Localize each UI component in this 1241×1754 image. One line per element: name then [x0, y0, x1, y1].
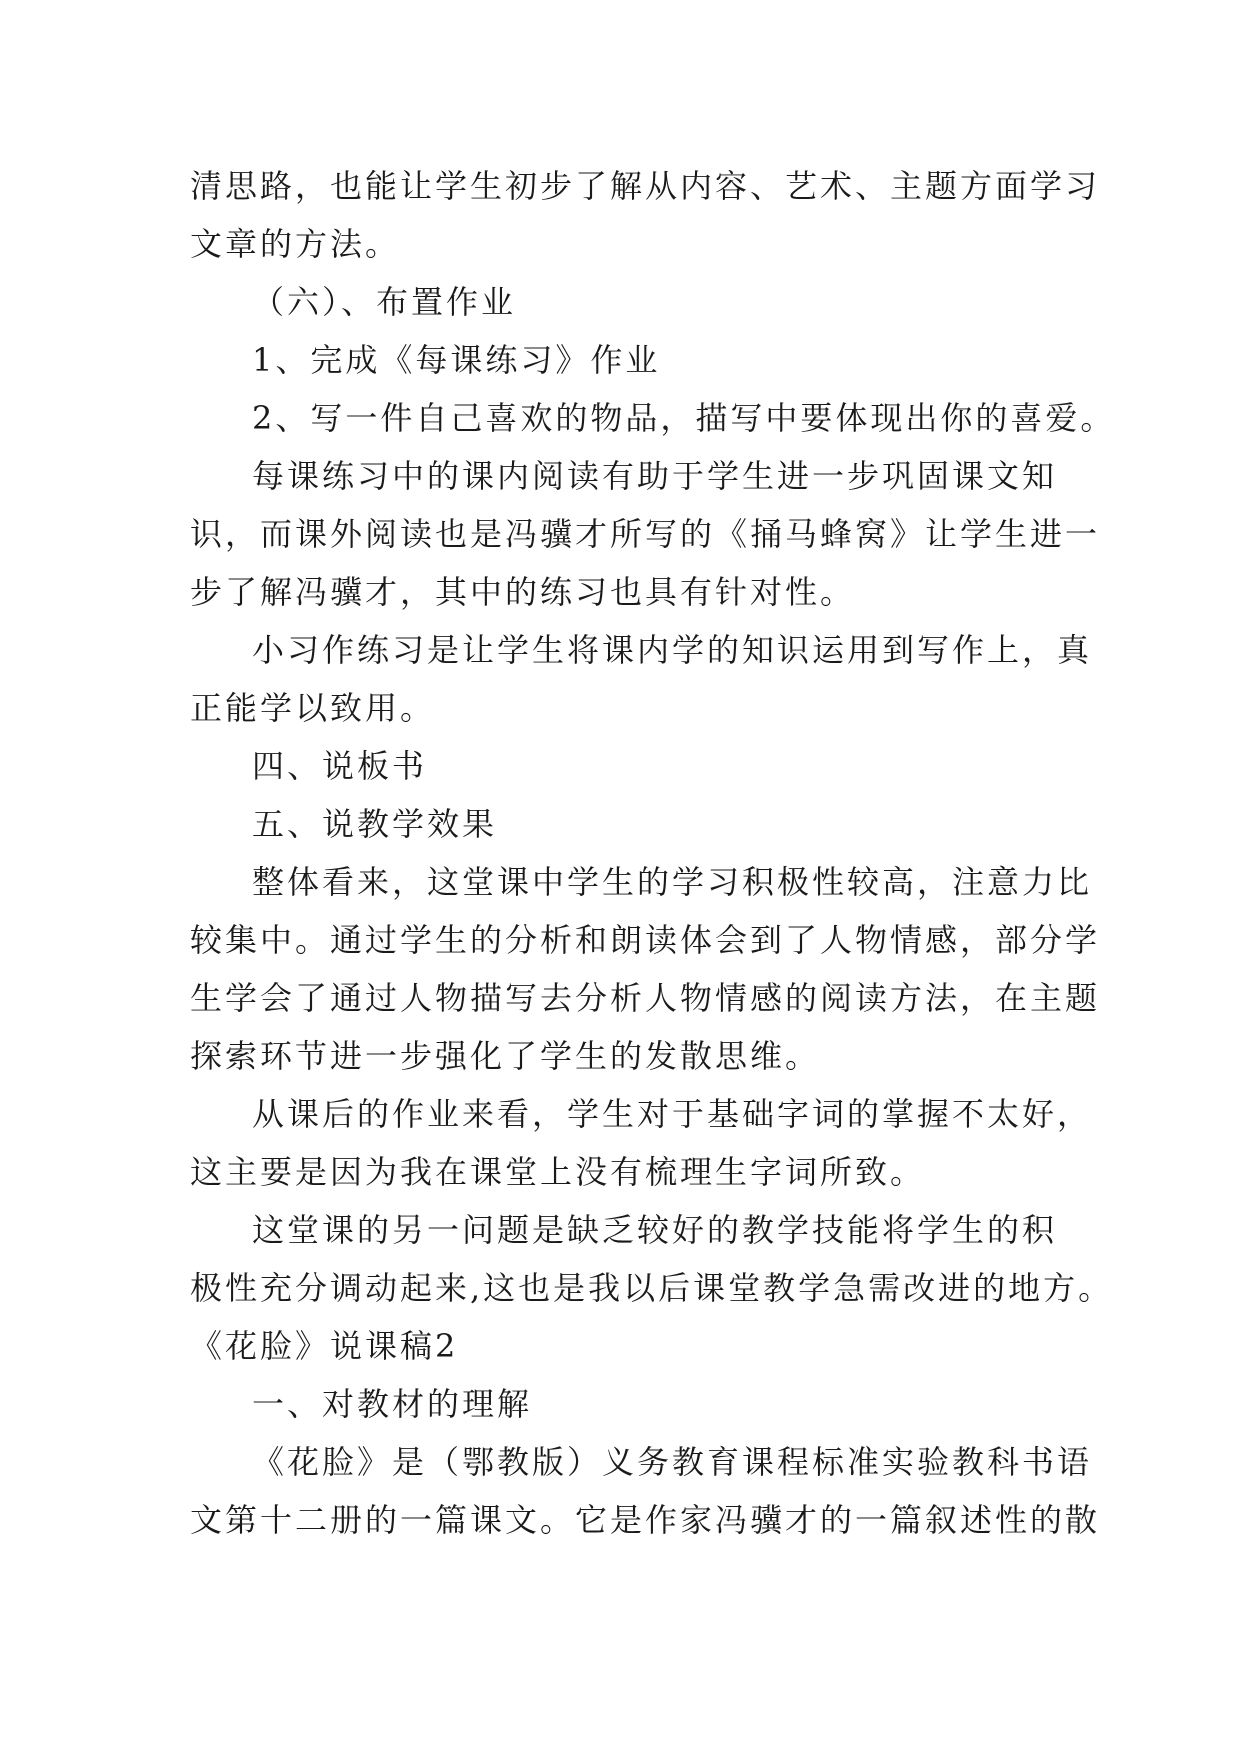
paragraph-effect-line-3: 生学会了通过人物描写去分析人物情感的阅读方法，在主题: [190, 979, 1101, 1017]
homework-item-2: 2、写一件自己喜欢的物品，描写中要体现出你的喜爱。: [252, 399, 1116, 437]
document-title-2: 《花脸》说课稿2: [190, 1327, 459, 1365]
paragraph-effect-line-4: 探索环节进一步强化了学生的发散思维。: [190, 1037, 821, 1075]
section-heading-textbook-understanding: 一、对教材的理解: [252, 1385, 533, 1423]
paragraph-practice-line-2: 识，而课外阅读也是冯骥才所写的《捅马蜂窝》让学生进一: [190, 515, 1101, 553]
homework-item-1: 1、完成《每课练习》作业: [252, 341, 661, 379]
paragraph-textbook-line-1: 《花脸》是（鄂教版）义务教育课程标准实验教科书语: [252, 1443, 1093, 1481]
section-heading-blackboard: 四、说板书: [252, 747, 428, 785]
paragraph-writing-line-2: 正能学以致用。: [190, 689, 436, 727]
paragraph-writing-line-1: 小习作练习是让学生将课内学的知识运用到写作上，真: [252, 631, 1093, 669]
section-heading-teaching-effect: 五、说教学效果: [252, 805, 498, 843]
paragraph-homework-review-line-2: 这主要是因为我在课堂上没有梳理生字词所致。: [190, 1153, 926, 1191]
text-line-continuation-1: 清思路，也能让学生初步了解从内容、艺术、主题方面学习: [190, 167, 1101, 205]
section-heading-assign-homework: （六）、布置作业: [252, 283, 517, 321]
paragraph-problem-line-2: 极性充分调动起来,这也是我以后课堂教学急需改进的地方。: [190, 1269, 1114, 1307]
paragraph-homework-review-line-1: 从课后的作业来看，学生对于基础字词的掌握不太好，: [252, 1095, 1093, 1133]
paragraph-problem-line-1: 这堂课的另一问题是缺乏较好的教学技能将学生的积: [252, 1211, 1058, 1249]
paragraph-textbook-line-2: 文第十二册的一篇课文。它是作家冯骥才的一篇叙述性的散: [190, 1501, 1101, 1539]
paragraph-effect-line-1: 整体看来，这堂课中学生的学习积极性较高，注意力比: [252, 863, 1093, 901]
paragraph-effect-line-2: 较集中。通过学生的分析和朗读体会到了人物情感，部分学: [190, 921, 1101, 959]
paragraph-practice-line-3: 步了解冯骥才，其中的练习也具有针对性。: [190, 573, 856, 611]
paragraph-practice-line-1: 每课练习中的课内阅读有助于学生进一步巩固课文知: [252, 457, 1058, 495]
text-line-continuation-2: 文章的方法。: [190, 225, 401, 263]
